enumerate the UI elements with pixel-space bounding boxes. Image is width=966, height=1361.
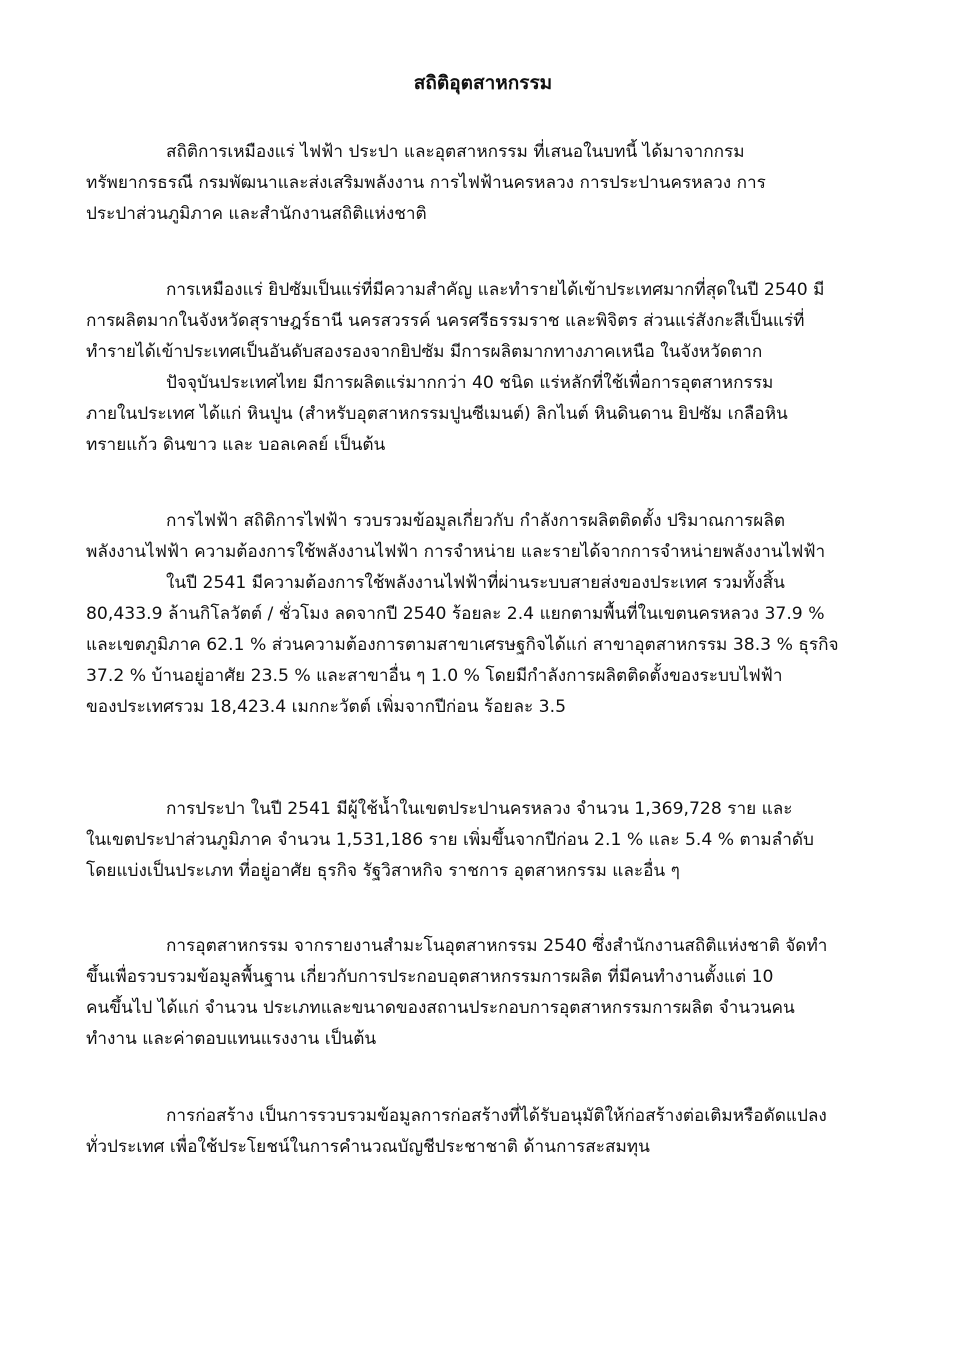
text-line: โดยแบ่งเป็นประเภท ที่อยู่อาศัย ธุรกิจ รัฐวิสาหกิจ ราชการ อุตสาหกรรม และอื่น ๆ [86,861,680,881]
text-line: ทรัพยากรธรณี กรมพัฒนาและส่งเสริมพลังงาน การไฟฟ้านครหลวง การประปานครหลวง การ [86,173,766,193]
paragraph-industry [86,931,880,1055]
text-line: พลังงานไฟฟ้า ความต้องการใช้พลังงานไฟฟ้า การจำหน่าย และรายได้จากการจำหน่ายพลังงานไฟฟ้า [86,542,826,562]
text-line: คนขึ้นไป ได้แก่ จำนวน ประเภทและขนาดของสถานประกอบการอุตสาหกรรมการผลิต จำนวนคน [86,998,795,1018]
paragraph-mining [86,275,880,368]
text-line: ทรายแก้ว ดินขาว และ บอลเคลย์ เป็นต้น [86,435,386,455]
text-line: สถิติการเหมืองแร่ ไฟฟ้า ประปา และอุตสาหกรรม ที่เสนอในบทนี้ ได้มาจากกรม [166,142,745,162]
text-line: การก่อสร้าง เป็นการรวบรวมข้อมูลการก่อสร้างที่ได้รับอนุมัติให้ก่อสร้างต่อเติมหรือดัดแปลง [166,1106,827,1126]
text-line: การประปา ในปี 2541 มีผู้ใช้น้ำในเขตประปานครหลวง จำนวน 1,369,728 ราย และ [166,799,793,819]
text-line: การไฟฟ้า สถิติการไฟฟ้า รวบรวมข้อมูลเกี่ยวกับ กำลังการผลิตติดตั้ง ปริมาณการผลิต [166,511,786,531]
paragraph-water [86,794,880,887]
text-line: ปัจจุบันประเทศไทย มีการผลิตแร่มากกว่า 40 ชนิด แร่หลักที่ใช้เพื่อการอุตสาหกรรม [166,373,774,393]
text-line: ของประเทศรวม 18,423.4 เมกกะวัตต์ เพิ่มจากปีก่อน ร้อยละ 3.5 [86,697,567,717]
text-line: การอุตสาหกรรม จากรายงานสำมะโนอุตสาหกรรม 2540 ซึ่งสำนักงานสถิติแห่งชาติ จัดทำ [166,936,828,956]
text-line: 80,433.9 ล้านกิโลวัตต์ / ชั่วโมง ลดจากปี 2540 ร้อยละ 2.4 แยกตามพื้นที่ในเขตนครหลวง 37.9 % [86,604,825,624]
text-line: และเขตภูมิภาค 62.1 % ส่วนความต้องการตามสาขาเศรษฐกิจได้แก่ สาขาอุตสาหกรรม 38.3 % ธุรกิจ [86,635,839,655]
paragraph-electricity [86,506,880,568]
paragraph-electricity-2 [86,568,880,723]
paragraph-construction [86,1101,880,1163]
paragraph-mining-2 [86,368,880,461]
text-line: ทำรายได้เข้าประเทศเป็นอันดับสองรองจากยิปซัม มีการผลิตมากทางภาคเหนือ ในจังหวัดตาก [86,342,763,362]
text-line: ทำงาน และค่าตอบแทนแรงงาน เป็นต้น [86,1029,377,1049]
text-line: 37.2 % บ้านอยู่อาศัย 23.5 % และสาขาอื่น ๆ 1.0 % โดยมีกำลังการผลิตติดตั้งของระบบไฟฟ้า [86,666,783,686]
page-title: สถิติอุตสาหกรรม [413,72,553,94]
text-line: การผลิตมากในจังหวัดสุราษฎร์ธานี นครสวรรค์ นครศรีธรรมราช และพิจิตร ส่วนแร่สังกะสีเป็นแร่ที่ [86,311,805,331]
text-line: ประปาส่วนภูมิภาค และสำนักงานสถิติแห่งชาติ [86,204,427,224]
text-line: ขึ้นเพื่อรวบรวมข้อมูลพื้นฐาน เกี่ยวกับการประกอบอุตสาหกรรมการผลิต ที่มีคนทำงานตั้งแต่ 10 [86,967,774,987]
paragraph-intro [86,137,880,230]
text-line: ทั่วประเทศ เพื่อใช้ประโยชน์ในการคำนวณบัญชีประชาชาติ ด้านการสะสมทุน [86,1137,650,1157]
text-line: ในเขตประปาส่วนภูมิภาค จำนวน 1,531,186 ราย เพิ่มขึ้นจากปีก่อน 2.1 % และ 5.4 % ตามลำดับ [86,830,814,850]
text-line: การเหมืองแร่ ยิปซัมเป็นแร่ที่มีความสำคัญ และทำรายได้เข้าประเทศมากที่สุดในปี 2540 มี [166,280,825,300]
text-line: ในปี 2541 มีความต้องการใช้พลังงานไฟฟ้าที่ผ่านระบบสายส่งของประเทศ รวมทั้งสิ้น [166,573,785,593]
text-line: ภายในประเทศ ได้แก่ หินปูน (สำหรับอุตสาหกรรมปูนซีเมนต์) ลิกไนต์ หินดินดาน ยิปซัม เกลือหิน [86,404,788,424]
